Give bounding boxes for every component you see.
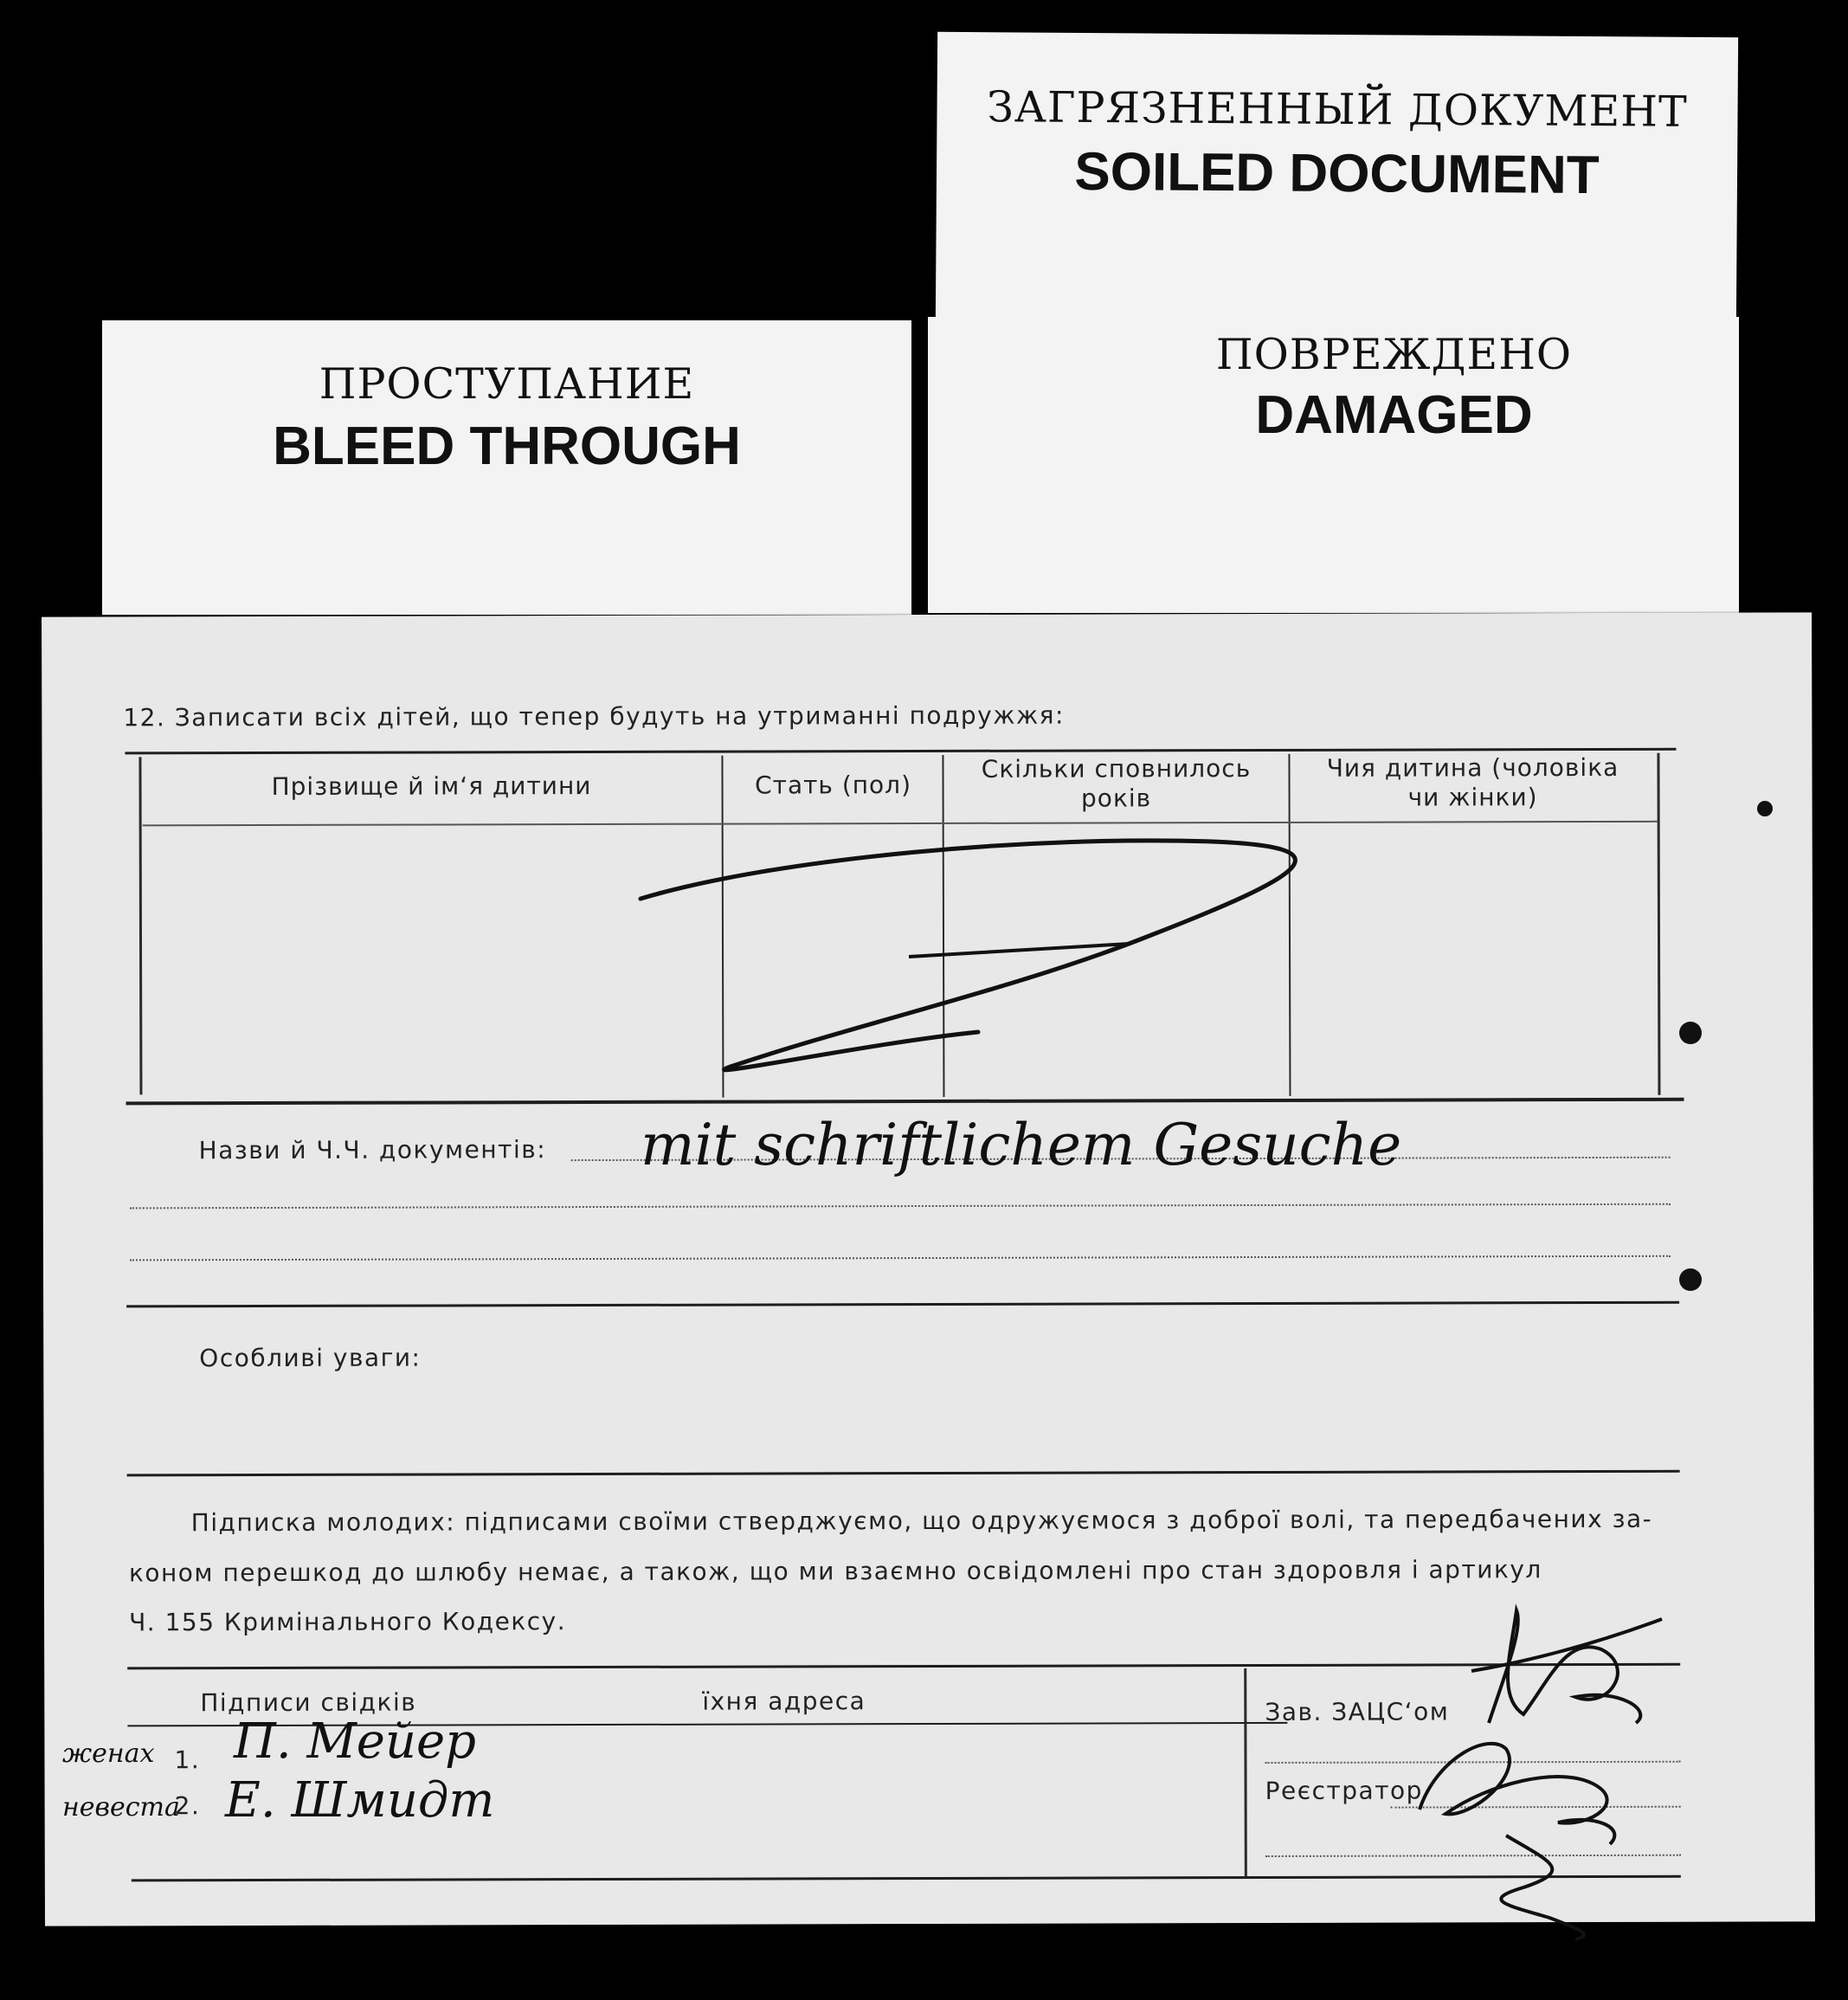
- witness-2-role: невеста: [62, 1792, 180, 1823]
- bleed-through-label: [102, 320, 911, 615]
- damaged-label: [928, 317, 1739, 613]
- witness-signatures-header: Підписи свідків: [200, 1687, 417, 1718]
- registrar-dotted-line: [1391, 1806, 1681, 1809]
- documents-handwritten-value: mit schriftlichem Gesuche: [641, 1112, 1402, 1178]
- head-of-registry-label: Зав. ЗАЦС‘ом: [1265, 1697, 1450, 1726]
- documents-bottom-rule: [126, 1301, 1679, 1308]
- table-left-border: [138, 757, 142, 1094]
- registrar-label: Реєстратор: [1265, 1776, 1423, 1805]
- soiled-label-en: SOILED DOCUMENT: [1074, 141, 1600, 206]
- soiled-document-label: [936, 32, 1738, 325]
- table-col-divider-1: [721, 756, 724, 1098]
- witness-1-number: 1.: [174, 1745, 201, 1775]
- declaration-line-3: Ч. 155 Кримінального Кодексу.: [129, 1607, 567, 1637]
- punch-hole: [1679, 1268, 1702, 1291]
- section-12-title: 12. Записати всіх дітей, що тепер будуть на утриманні подружжя:: [123, 700, 1065, 732]
- witness-2-signature: Е. Шмидт: [225, 1772, 495, 1829]
- documents-label: Назви й Ч.Ч. документів:: [198, 1135, 547, 1165]
- signature-top-rule: [127, 1663, 1680, 1670]
- documents-dotted-line-3: [130, 1255, 1671, 1261]
- damaged-label-en: DAMAGED: [1255, 385, 1533, 445]
- header-child-name: Прізвище й ім‘я дитини: [271, 771, 592, 801]
- table-header-rule: [143, 821, 1658, 827]
- bleed-label-ru: ПРОСТУПАНИЕ: [319, 359, 695, 409]
- witness-1-signature: П. Мейер: [234, 1713, 476, 1770]
- declaration-line-2: коном перешкод до шлюбу немає, а також, що ми взаємно освідомлені про стан здоровля і артикул: [128, 1555, 1542, 1588]
- table-bottom-rule: [126, 1098, 1684, 1106]
- remarks-label: Особливі уваги:: [199, 1343, 422, 1373]
- witness-header-rule: [127, 1722, 1287, 1727]
- punch-hole: [1679, 1022, 1702, 1044]
- head-dotted-line: [1265, 1761, 1680, 1764]
- signature-bottom-rule: [132, 1875, 1681, 1882]
- witness-address-header: їхня адреса: [702, 1687, 866, 1716]
- registrar-dotted-line-2: [1265, 1855, 1681, 1857]
- bleed-label-en: BLEED THROUGH: [273, 416, 741, 476]
- header-whose-child: Чия дитина (чоловіка чи жінки): [1326, 752, 1619, 812]
- damaged-label-ru: ПОВРЕЖДЕНО: [1215, 330, 1573, 379]
- signature-divider: [1244, 1668, 1247, 1876]
- table-right-border: [1657, 753, 1660, 1095]
- documents-dotted-line-1: [571, 1157, 1671, 1161]
- documents-dotted-line-2: [130, 1203, 1671, 1210]
- header-age: Скільки сповнилось років: [981, 754, 1252, 813]
- remarks-bottom-rule: [127, 1470, 1680, 1477]
- punch-hole: [1757, 801, 1773, 816]
- witness-2-number: 2.: [174, 1791, 201, 1821]
- declaration-line-1: Підписка молодих: підписами своїми стверджуємо, що одружуємося з доброї волі, та передбачених за-: [190, 1504, 1653, 1538]
- form-sheet: [42, 612, 1815, 1926]
- header-sex: Стать (пол): [755, 771, 912, 800]
- soiled-label-ru: ЗАГРЯЗНЕННЫЙ ДОКУМЕНТ: [987, 82, 1688, 137]
- witness-1-role: женах: [62, 1739, 155, 1769]
